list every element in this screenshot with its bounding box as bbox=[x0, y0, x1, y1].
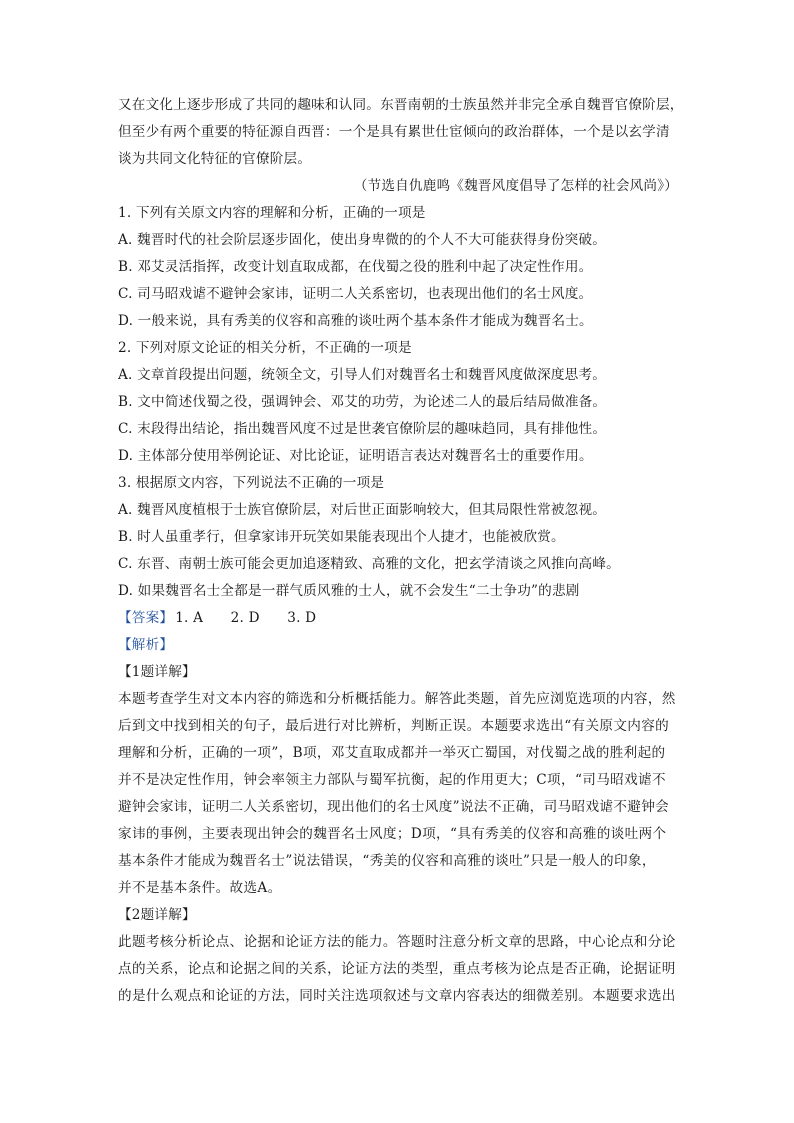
question-option: B. 时人虽重孝行，但拿家讳开玩笑如果能表现出个人捷才，也能被欣赏。 bbox=[118, 529, 565, 545]
detail-1-body bbox=[118, 686, 678, 902]
question-option: C. 司马昭戏谑不避钟会家讳，证明二人关系密切，也表现出他们的名士风度。 bbox=[118, 286, 593, 302]
detail-2-line: 此题考核分析论点、论据和论证方法的能力。答题时注意分析文章的思路，中心论点和分论 bbox=[118, 934, 676, 950]
question-option: B. 邓艾灵活指挥，改变计划直取成都，在伐蜀之役的胜利中起了决定性作用。 bbox=[118, 259, 593, 275]
question-3 bbox=[118, 470, 678, 605]
passage bbox=[118, 92, 684, 200]
detail-1-line: 并不是决定性作用，钟会率领主力部队与蜀军抗衡，起的作用更大；C项，“司马昭戏谑不 bbox=[118, 772, 666, 788]
question-stem: 1. 下列有关原文内容的理解和分析，正确的一项是 bbox=[118, 205, 426, 221]
passage-line: 但至少有两个重要的特征源自西晋：一个是具有累世仕宦倾向的政治群体，一个是以玄学清 bbox=[118, 124, 670, 140]
detail-1-line: 本题考查学生对文本内容的筛选和分析概括能力。解答此类题，首先应浏览选项的内容，然 bbox=[118, 691, 676, 707]
passage-line: 谈为共同文化特征的官僚阶层。 bbox=[118, 151, 312, 167]
detail-2-line: 点的关系，论点和论据之间的关系，论证方法的类型，重点考核为论点是否正确，论据证明 bbox=[118, 961, 676, 977]
answer-label: 【答案】 bbox=[118, 610, 174, 626]
detail-2-line: 的是什么观点和论证的方法，同时关注选项叙述与文章内容表达的细微差别。本题要求选出 bbox=[118, 988, 676, 1004]
question-option: B. 文中简述伐蜀之役，强调钟会、邓艾的功劳，为论述二人的最后结局做准备。 bbox=[118, 394, 607, 410]
answer-row bbox=[118, 605, 678, 632]
question-stem: 3. 根据原文内容，下列说法不正确的一项是 bbox=[118, 475, 385, 491]
question-1 bbox=[118, 200, 678, 335]
detail-1-line: 避钟会家讳，证明二人关系密切，现出他们的名士风度”说法不正确，司马昭戏谑不避钟会 bbox=[118, 799, 670, 815]
question-option: A. 文章首段提出问题，统领全文，引导人们对魏晋名士和魏晋风度做深度思考。 bbox=[118, 367, 607, 383]
detail-2-label: 【2题详解】 bbox=[118, 907, 196, 923]
answer-values: 1. A 2. D 3. D bbox=[175, 610, 317, 626]
question-option: A. 魏晋时代的社会阶层逐步固化，使出身卑微的的个人不大可能获得身份突破。 bbox=[118, 232, 607, 248]
detail-1-line: 理解和分析，正确的一项”，B项，邓艾直取成都并一举灭亡蜀国，对伐蜀之战的胜利起的 bbox=[118, 745, 666, 761]
detail-2-body bbox=[118, 929, 678, 1010]
document-content bbox=[118, 92, 684, 1010]
question-option: C. 东晋、南朝士族可能会更加追逐精致、高雅的文化，把玄学清谈之风推向高峰。 bbox=[118, 556, 620, 572]
detail-1-line: 基本条件才能成为魏晋名士”说法错误，“秀美的仪容和高雅的谈吐”只是一般人的印象， bbox=[118, 853, 656, 869]
question-option: D. 如果魏晋名士全都是一群气质风雅的士人，就不会发生“二士争功”的悲剧 bbox=[118, 583, 580, 599]
passage-source: （节选自仇鹿鸣《魏晋风度倡导了怎样的社会风尚》） bbox=[353, 178, 678, 194]
analysis-label: 【解析】 bbox=[118, 637, 174, 653]
question-option: D. 主体部分使用举例论证、对比论证，证明语言表达对魏晋名士的重要作用。 bbox=[118, 448, 593, 464]
passage-line: 又在文化上逐步形成了共同的趣味和认同。东晋南朝的士族虽然并非完全承自魏晋官僚阶层， bbox=[118, 97, 684, 113]
question-stem: 2. 下列对原文论证的相关分析，不正确的一项是 bbox=[118, 340, 412, 356]
question-option: C. 末段得出结论，指出魏晋风度不过是世袭官僚阶层的趣味趋同，具有排他性。 bbox=[118, 421, 607, 437]
detail-1-label: 【1题详解】 bbox=[118, 664, 196, 680]
question-option: A. 魏晋风度植根于士族官僚阶层，对后世正面影响较大，但其局限性常被忽视。 bbox=[118, 502, 607, 518]
question-2 bbox=[118, 335, 678, 470]
detail-1-line: 并不是基本条件。故选A。 bbox=[118, 880, 282, 896]
question-option: D. 一般来说，具有秀美的仪容和高雅的谈吐两个基本条件才能成为魏晋名士。 bbox=[118, 313, 593, 329]
detail-1-line: 后到文中找到相关的句子，最后进行对比辨析，判断正误。本题要求选出“有关原文内容的 bbox=[118, 718, 670, 734]
detail-1-line: 家讳的事例，主要表现出钟会的魏晋名士风度；D项，“具有秀美的仪容和高雅的谈吐两个 bbox=[118, 826, 667, 842]
